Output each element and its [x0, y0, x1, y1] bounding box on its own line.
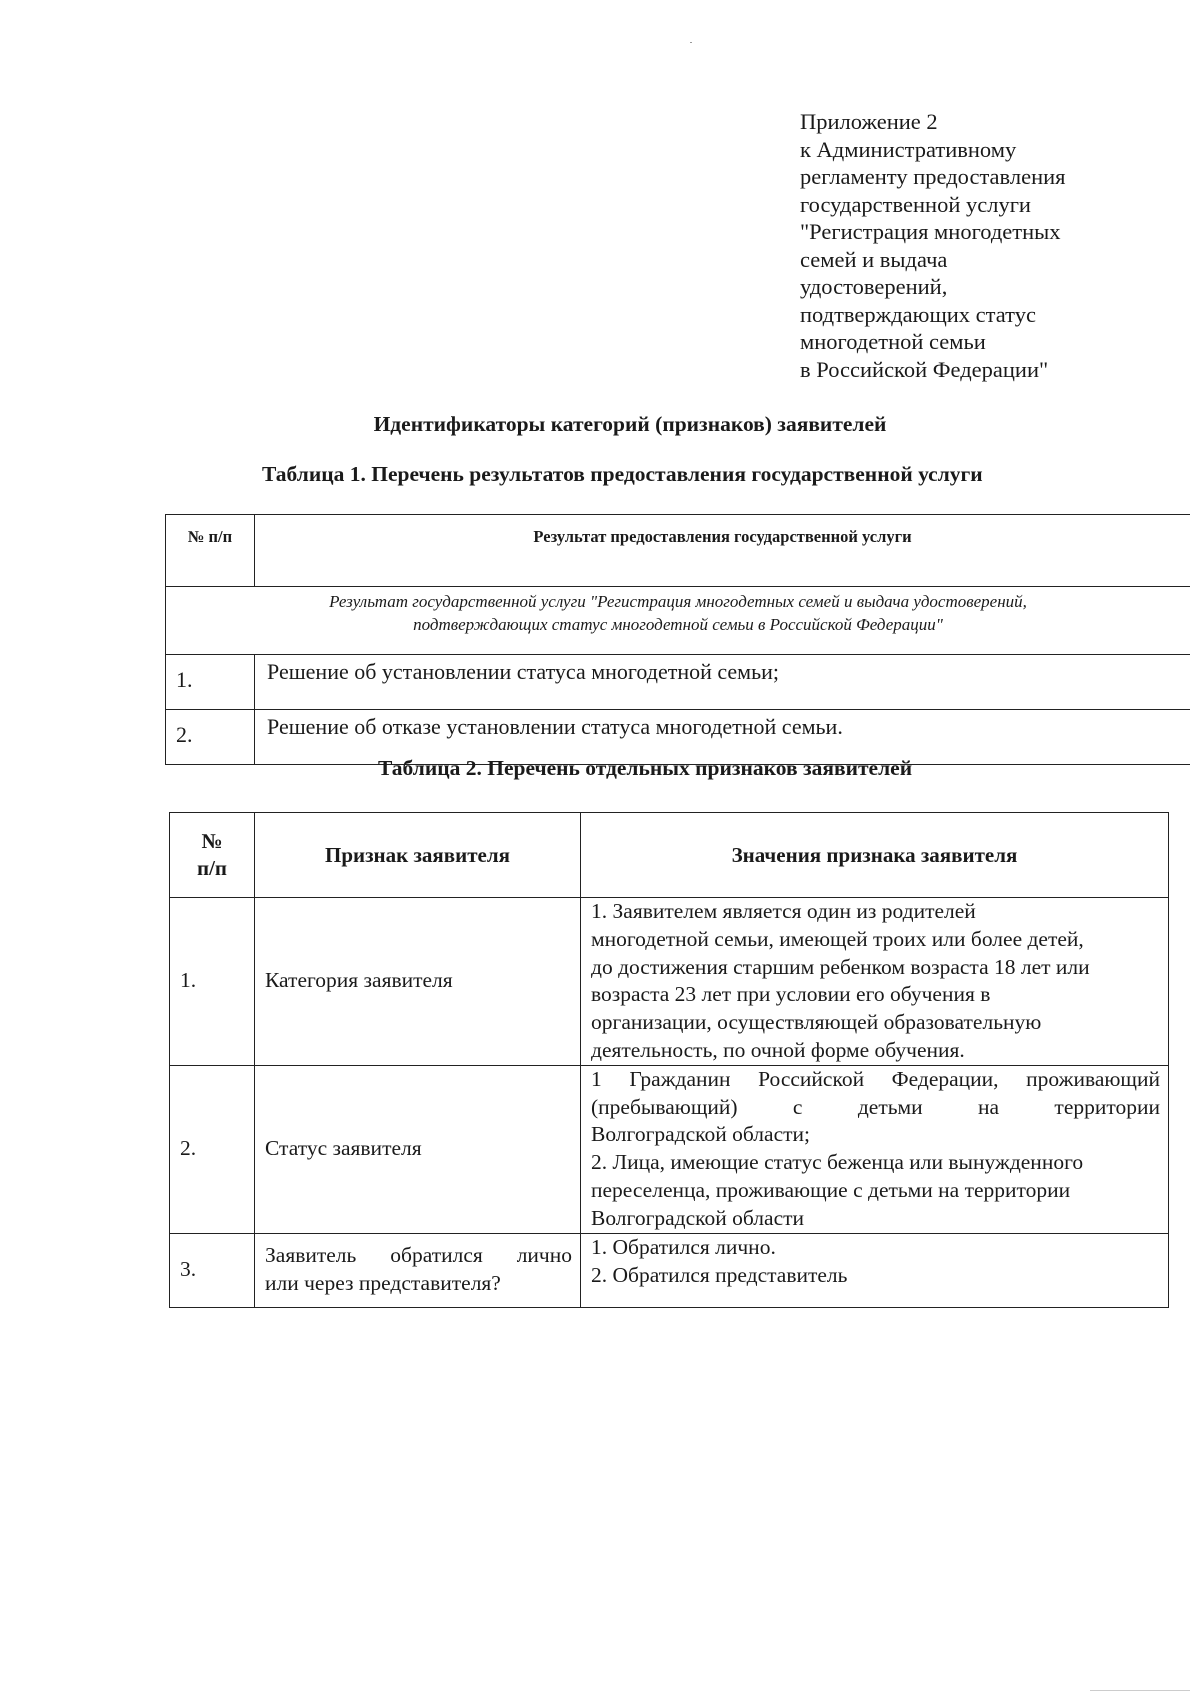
table2-title: Таблица 2. Перечень отдельных признаков заявителей — [378, 756, 913, 780]
scan-artifact — [1090, 1690, 1190, 1691]
header-num — [170, 813, 255, 898]
row-label: Статус заявителя — [255, 1065, 581, 1233]
subheader-cell — [166, 587, 1191, 655]
table-row — [170, 1065, 1169, 1233]
row-num: 3. — [170, 1233, 255, 1307]
row-label — [255, 1233, 581, 1307]
row-num: 2. — [170, 1065, 255, 1233]
value-line: до достижения старшим ребенком возраста 18 лет или — [591, 954, 1090, 979]
value-line: 2. Лица, имеющие статус беженца или вынужденного — [591, 1150, 1084, 1175]
value-line: организации, осуществляющей образовательную — [591, 1010, 1042, 1035]
appendix-line: "Регистрация многодетных — [800, 219, 1061, 244]
table-row — [170, 898, 1169, 1066]
scan-artifact — [690, 42, 692, 43]
row-num: 2. — [166, 710, 255, 765]
appendix-line: в Российской Федерации" — [800, 356, 1049, 382]
table-subheader-row — [166, 587, 1191, 655]
value-line: Волгоградской области — [591, 1205, 805, 1230]
row-text: Решение об отказе установлении статуса многодетной семьи. — [255, 710, 1191, 765]
appendix-line: к Административному — [800, 136, 1017, 162]
value-line: многодетной семьи, имеющей троих или более детей, — [591, 926, 1084, 951]
appendix-line: удостоверений, — [800, 274, 948, 299]
header-num-line: № — [201, 829, 223, 853]
row-num: 1. — [170, 898, 255, 1066]
value-line: переселенца, проживающие с детьми на территории — [591, 1177, 1071, 1202]
row-label: Категория заявителя — [255, 898, 581, 1066]
row-values — [581, 898, 1169, 1066]
value-line: 2. Обратился представитель — [591, 1262, 848, 1287]
table-row — [166, 655, 1191, 710]
value-line: (пребывающий) с детьми на территории — [591, 1094, 1160, 1119]
appendix-line: многодетной семьи — [800, 329, 986, 354]
row-num: 1. — [166, 655, 255, 710]
appendix-line: государственной услуги — [800, 191, 1031, 217]
table-header-row — [166, 515, 1191, 587]
value-line: 1. Обратился лично. — [591, 1234, 776, 1259]
table-header-row — [170, 813, 1169, 898]
appendix-header — [800, 108, 1180, 383]
attributes-table — [169, 812, 1169, 1308]
appendix-line: Приложение 2 — [800, 109, 938, 134]
appendix-line: подтверждающих статус — [800, 301, 1036, 327]
results-table — [165, 514, 1190, 765]
row-values — [581, 1233, 1169, 1307]
header-result: Результат предоставления государственной услуги — [255, 515, 1191, 587]
appendix-line: семей и выдача — [800, 246, 948, 272]
value-line: 1. Заявителем является один из родителей — [591, 899, 976, 923]
label-line: Заявитель обратился лично — [265, 1243, 572, 1268]
value-line: 1 Гражданин Российской Федерации, проживающий — [591, 1066, 1160, 1091]
table1-title: Таблица 1. Перечень результатов предоставления государственной услуги — [262, 462, 983, 486]
table-row — [170, 1233, 1169, 1307]
appendix-line: регламенту предоставления — [800, 164, 1066, 189]
subheader-line: подтверждающих статус многодетной семьи в Российской Федерации" — [413, 615, 943, 634]
value-line: Волгоградской области; — [591, 1122, 810, 1147]
row-values — [581, 1065, 1169, 1233]
label-line: или через представителя? — [265, 1271, 501, 1296]
header-attribute: Признак заявителя — [255, 813, 581, 898]
header-num-line: п/п — [196, 856, 228, 880]
value-line: деятельность, по очной форме обучения. — [591, 1037, 965, 1062]
row-text: Решение об установлении статуса многодетной семьи; — [255, 655, 1191, 710]
header-values: Значения признака заявителя — [581, 813, 1169, 898]
subheader-line: Результат государственной услуги "Регистрация многодетных семей и выдача удостоверений, — [329, 592, 1027, 611]
header-num: № п/п — [166, 515, 255, 587]
page-title: Идентификаторы категорий (признаков) заявителей — [373, 412, 887, 436]
value-line: возраста 23 лет при условии его обучения в — [591, 982, 991, 1007]
